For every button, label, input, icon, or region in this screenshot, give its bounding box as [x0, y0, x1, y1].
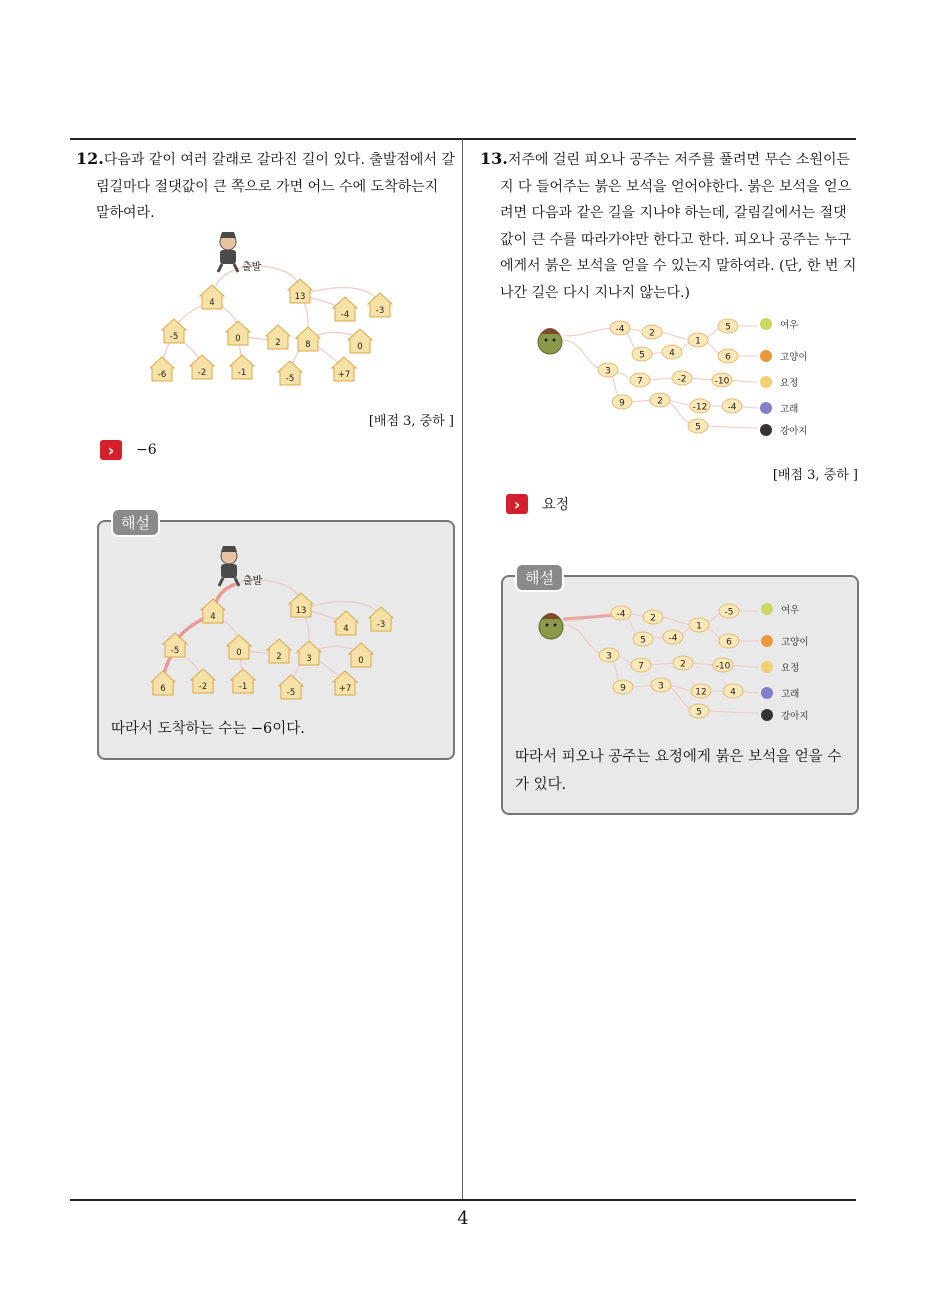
destination-label: 강아지	[780, 426, 808, 437]
node-label: 7	[638, 661, 644, 672]
path-node	[662, 345, 682, 359]
path-node	[610, 321, 630, 335]
destination	[760, 424, 808, 437]
path-node	[613, 680, 633, 694]
house-node	[289, 593, 313, 617]
path-node	[598, 363, 618, 377]
q13-answer-value: 요정	[542, 497, 570, 513]
node-label: -10	[715, 661, 731, 672]
house-node	[230, 355, 254, 379]
path-node	[631, 658, 651, 672]
path-node	[718, 349, 738, 363]
destination	[760, 350, 808, 363]
q13-explanation-text: 따라서 피오나 공주는 요정에게 붉은 보석을 얻을 수가 있다.	[515, 749, 842, 793]
q13-score: [배점 3, 중하 ]	[772, 468, 858, 483]
house-label: 2	[275, 338, 281, 348]
path-node	[663, 630, 683, 644]
house-node	[163, 633, 187, 657]
house-node	[267, 639, 291, 663]
destination-label: 여우	[781, 605, 800, 616]
path-node	[632, 347, 652, 361]
house-label: 3	[306, 654, 312, 664]
path-node	[690, 399, 710, 413]
house-node	[368, 293, 392, 317]
house-label: -4	[340, 310, 350, 320]
house-node	[191, 669, 215, 693]
question-12	[76, 146, 456, 227]
path-node	[691, 684, 711, 698]
node-label: -10	[714, 376, 730, 387]
house-node	[200, 285, 224, 309]
fiona-icon	[539, 613, 563, 639]
node-label: 6	[726, 637, 732, 648]
house-node	[226, 321, 250, 345]
node-label: 4	[669, 348, 675, 359]
q13-answer	[506, 494, 569, 514]
path-node	[689, 704, 709, 718]
node-label: -4	[615, 324, 625, 335]
house-label: 4	[210, 612, 216, 622]
house-label: -1	[237, 368, 247, 378]
path-node	[688, 419, 708, 433]
house-label: -5	[169, 332, 179, 342]
destination-icon	[760, 402, 772, 414]
q12-explanation-box	[97, 514, 455, 760]
q12-explanation-tag: 해설	[111, 508, 160, 537]
path-node	[599, 648, 619, 662]
house-node	[190, 355, 214, 379]
q12-answer	[100, 440, 157, 460]
answer-arrow-icon: ›	[506, 494, 528, 514]
start-character-icon	[219, 546, 239, 586]
question-13-number: 13.	[480, 149, 508, 168]
node-label: 1	[695, 336, 701, 347]
destination	[761, 687, 799, 700]
path-node	[718, 319, 738, 333]
house-label: 0	[358, 656, 364, 666]
node-label: 2	[680, 659, 686, 670]
path-node	[630, 373, 650, 387]
node-label: 2	[650, 613, 656, 624]
path-node	[719, 604, 739, 618]
destination	[760, 318, 798, 331]
node-label: 9	[619, 398, 625, 409]
path-node	[633, 632, 653, 646]
destination	[761, 635, 809, 648]
node-label: 5	[725, 322, 731, 333]
q13-explanation-box	[501, 569, 859, 815]
question-13	[480, 146, 858, 306]
q12-score: [배점 3, 중하 ]	[368, 414, 454, 429]
start-label: 출발	[243, 576, 263, 587]
start-label: 출발	[242, 262, 262, 273]
node-label: 5	[696, 707, 702, 718]
house-label: 13	[295, 606, 307, 616]
node-label: 1	[696, 621, 702, 632]
house-label: 8	[305, 340, 311, 350]
destination-icon	[761, 709, 773, 721]
destination-icon	[761, 687, 773, 699]
destination-label: 강아지	[781, 711, 809, 722]
q12-solution-diagram	[151, 544, 411, 704]
column-divider	[462, 139, 463, 1201]
house-label: -5	[285, 374, 295, 384]
node-label: -4	[727, 402, 737, 413]
house-label: 2	[276, 652, 282, 662]
q12-answer-value: −6	[136, 442, 157, 458]
house-label: -3	[375, 306, 385, 316]
house-node	[279, 675, 303, 699]
node-label: -4	[668, 633, 678, 644]
house-node	[333, 297, 357, 321]
node-label: 7	[637, 376, 643, 387]
house-label: 4	[209, 298, 215, 308]
house-node	[296, 327, 320, 351]
q13-solution-diagram	[531, 597, 831, 727]
destination-icon	[760, 318, 772, 330]
house-label: 0	[236, 648, 242, 658]
house-node	[369, 607, 393, 631]
destination-icon	[761, 603, 773, 615]
node-label: 3	[606, 651, 612, 662]
node-label: 5	[639, 350, 645, 361]
node-label: 4	[730, 687, 736, 698]
destination-icon	[760, 376, 772, 388]
destination	[761, 709, 809, 722]
question-12-number: 12.	[76, 149, 104, 168]
house-label: -3	[376, 620, 386, 630]
house-label: -2	[198, 682, 208, 692]
q13-path-diagram	[530, 312, 830, 442]
node-label: -12	[692, 402, 708, 413]
destination-icon	[761, 661, 773, 673]
path-node	[642, 325, 662, 339]
destination	[760, 402, 798, 415]
path-node	[688, 333, 708, 347]
page-number: 4	[457, 1208, 469, 1229]
destination-icon	[760, 350, 772, 362]
destination-label: 고양이	[780, 352, 808, 363]
house-node	[288, 279, 312, 303]
node-label: 3	[605, 366, 611, 377]
q13-explanation-tag: 해설	[515, 563, 564, 592]
house-node	[297, 641, 321, 665]
path-node	[673, 656, 693, 670]
destination	[761, 661, 799, 674]
node-label: 9	[620, 683, 626, 694]
path-node	[612, 395, 632, 409]
answer-arrow-icon: ›	[100, 440, 122, 460]
node-label: 5	[695, 422, 701, 433]
house-label: -5	[286, 688, 296, 698]
node-label: 2	[649, 328, 655, 339]
destination-label: 고양이	[781, 637, 809, 648]
house-node	[334, 611, 358, 635]
q12-explanation-text: 따라서 도착하는 수는 −6이다.	[111, 721, 305, 737]
house-label: 0	[235, 334, 241, 344]
house-node	[231, 669, 255, 693]
house-node	[162, 319, 186, 343]
house-node	[150, 357, 174, 381]
path-node	[672, 371, 692, 385]
house-node	[266, 325, 290, 349]
path-node	[723, 684, 743, 698]
destination	[760, 376, 798, 389]
node-label: -2	[677, 374, 687, 385]
house-label: -5	[170, 646, 180, 656]
house-label: -6	[157, 370, 167, 380]
path-node	[722, 399, 742, 413]
path-node	[713, 658, 733, 672]
node-label: 3	[658, 681, 664, 692]
node-label: 6	[725, 352, 731, 363]
question-13-text: 13.저주에 걸린 피오나 공주는 저주를 풀려면 무슨 소원이든지 다 들어주는 붉은 보석을 얻어야한다. 붉은 보석을 얻으려면 다음과 같은 길을 지나야 하는데, 갈림길에서는 절댓값이 큰 수를 따라가야만 한다고 한다. 피오나 공주는 누구에게서 붉은 보석을 얻을 수 있는지 말하여라. (단, 한 번 지나간 길은 다시 지나지 않는다.)	[480, 149, 857, 301]
destination	[761, 603, 799, 616]
path-node	[719, 634, 739, 648]
node-label: -5	[724, 607, 734, 618]
house-node	[349, 643, 373, 667]
destination-label: 요정	[780, 378, 799, 389]
node-label: 12	[695, 687, 707, 698]
node-label: 5	[640, 635, 646, 646]
question-12-text: 12.다음과 같이 여러 갈래로 갈라진 길이 있다. 출발점에서 갈림길마다 절댓값이 큰 쪽으로 가면 어느 수에 도착하는지 말하여라.	[76, 149, 455, 221]
house-node	[201, 599, 225, 623]
solution-highlight-path	[563, 615, 619, 619]
path-node	[643, 610, 663, 624]
house-label: 13	[294, 292, 306, 302]
house-label: -2	[197, 368, 207, 378]
top-rule	[70, 138, 856, 140]
destination-label: 고래	[781, 689, 800, 700]
house-node	[348, 329, 372, 353]
destination-icon	[761, 635, 773, 647]
path-node	[712, 373, 732, 387]
house-node	[227, 635, 251, 659]
path-node	[651, 678, 671, 692]
house-label: -1	[238, 682, 248, 692]
house-label: 6	[160, 684, 166, 694]
path-node	[689, 618, 709, 632]
house-label: 4	[343, 624, 349, 634]
house-label: 0	[357, 342, 363, 352]
house-label: +7	[338, 684, 352, 694]
destination-label: 고래	[780, 404, 799, 415]
path-node	[650, 393, 670, 407]
bottom-rule	[70, 1199, 856, 1201]
start-character-icon	[218, 232, 238, 272]
q12-path-diagram	[150, 230, 410, 390]
house-node	[151, 671, 175, 695]
house-node	[278, 361, 302, 385]
destination-label: 여우	[780, 320, 799, 331]
destination-icon	[760, 424, 772, 436]
node-label: 2	[657, 396, 663, 407]
node-label: -4	[616, 609, 626, 620]
destination-label: 요정	[781, 663, 800, 674]
fiona-icon	[538, 328, 562, 354]
house-label: +7	[337, 370, 351, 380]
path-node	[611, 606, 631, 620]
